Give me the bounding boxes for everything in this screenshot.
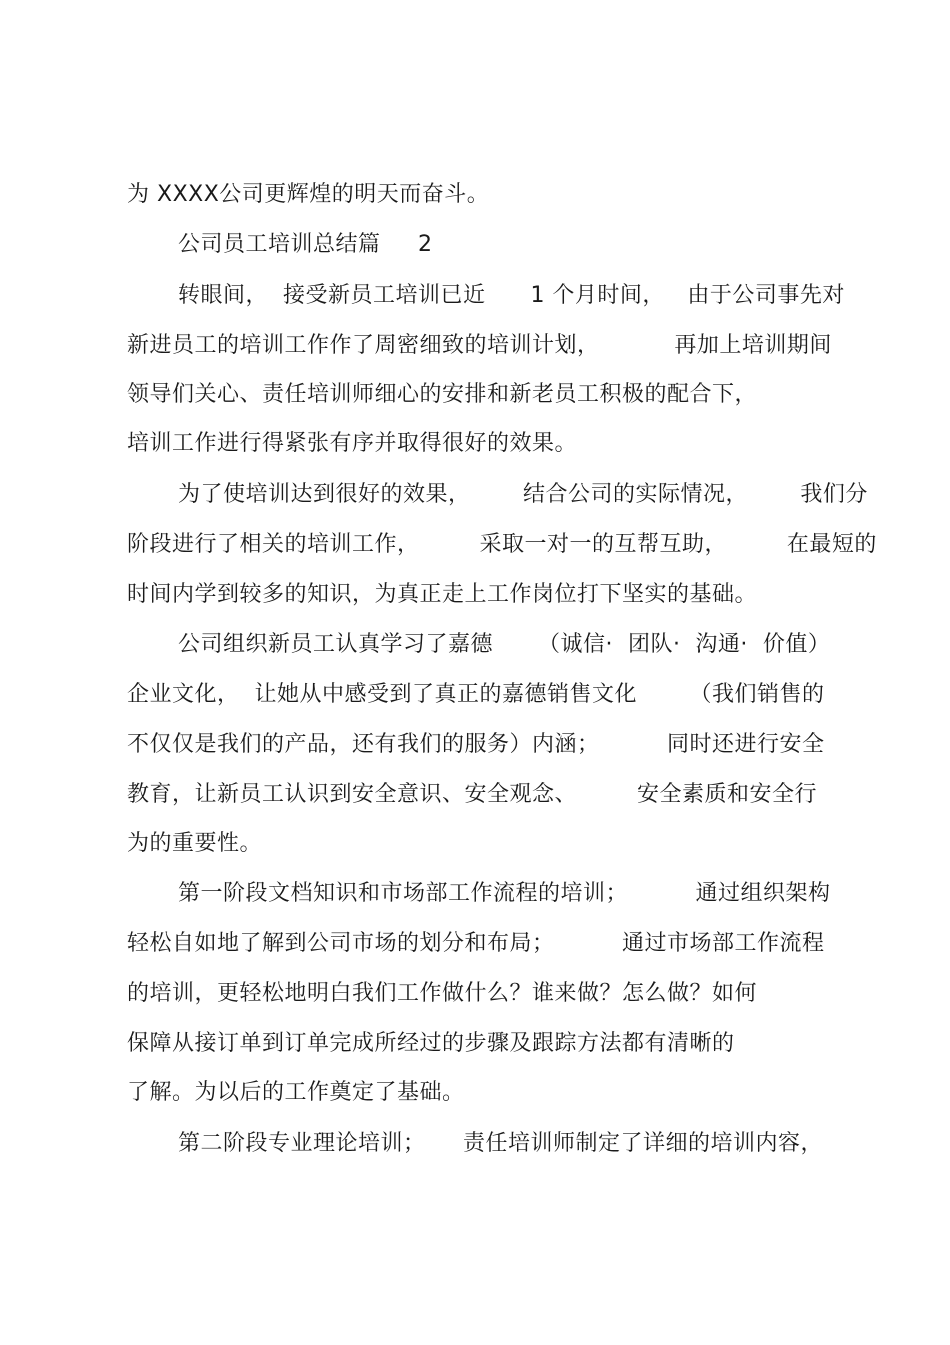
text-line-5: 领导们关心、责任培训师细心的安排和新老员工积极的配合下， (127, 382, 758, 407)
text-line-6: 培训工作进行得紧张有序并取得很好的效果。 (127, 431, 578, 456)
text-line-13: 教育，让新员工认识到安全意识、安全观念、 安全素质和安全行 (127, 782, 817, 807)
text-line-20: 第二阶段专业理论培训； 责任培训师制定了详细的培训内容， (178, 1131, 823, 1156)
text-line-17: 的培训，更轻松地明白我们工作做什么？谁来做？怎么做？如何 (127, 981, 758, 1006)
text-line-18: 保障从接订单到订单完成所经过的步骤及跟踪方法都有清晰的 (127, 1031, 735, 1056)
text-line-14: 为的重要性。 (127, 831, 263, 856)
text-line-16: 轻松自如地了解到公司市场的划分和布局； 通过市场部工作流程 (127, 931, 825, 956)
text-line-11: 企业文化， 让她从中感受到了真正的嘉德销售文化 （我们销售的 (127, 682, 825, 707)
text-line-8: 阶段进行了相关的培训工作， 采取一对一的互帮互助， 在最短的 (127, 532, 877, 557)
section-heading: 公司员工培训总结篇 2 (178, 232, 433, 257)
text-line-15: 第一阶段文档知识和市场部工作流程的培训； 通过组织架构 (178, 881, 831, 906)
text-line-1: 为 XXXX公司更辉煌的明天而奋斗。 (127, 182, 490, 207)
text-line-12: 不仅仅是我们的产品，还有我们的服务）内涵； 同时还进行安全 (127, 732, 825, 757)
text-line-7: 为了使培训达到很好的效果， 结合公司的实际情况， 我们分 (178, 482, 868, 507)
text-line-4: 新进员工的培训工作作了周密细致的培训计划， 再加上培训期间 (127, 333, 832, 358)
text-line-10: 公司组织新员工认真学习了嘉德 （诚信· 团队· 沟通· 价值） (178, 632, 831, 657)
text-line-19: 了解。为以后的工作奠定了基础。 (127, 1080, 465, 1105)
text-line-9: 时间内学到较多的知识，为真正走上工作岗位打下坚实的基础。 (127, 582, 758, 607)
text-line-3: 转眼间， 接受新员工培训已近 1 个月时间， 由于公司事先对 (178, 283, 845, 308)
